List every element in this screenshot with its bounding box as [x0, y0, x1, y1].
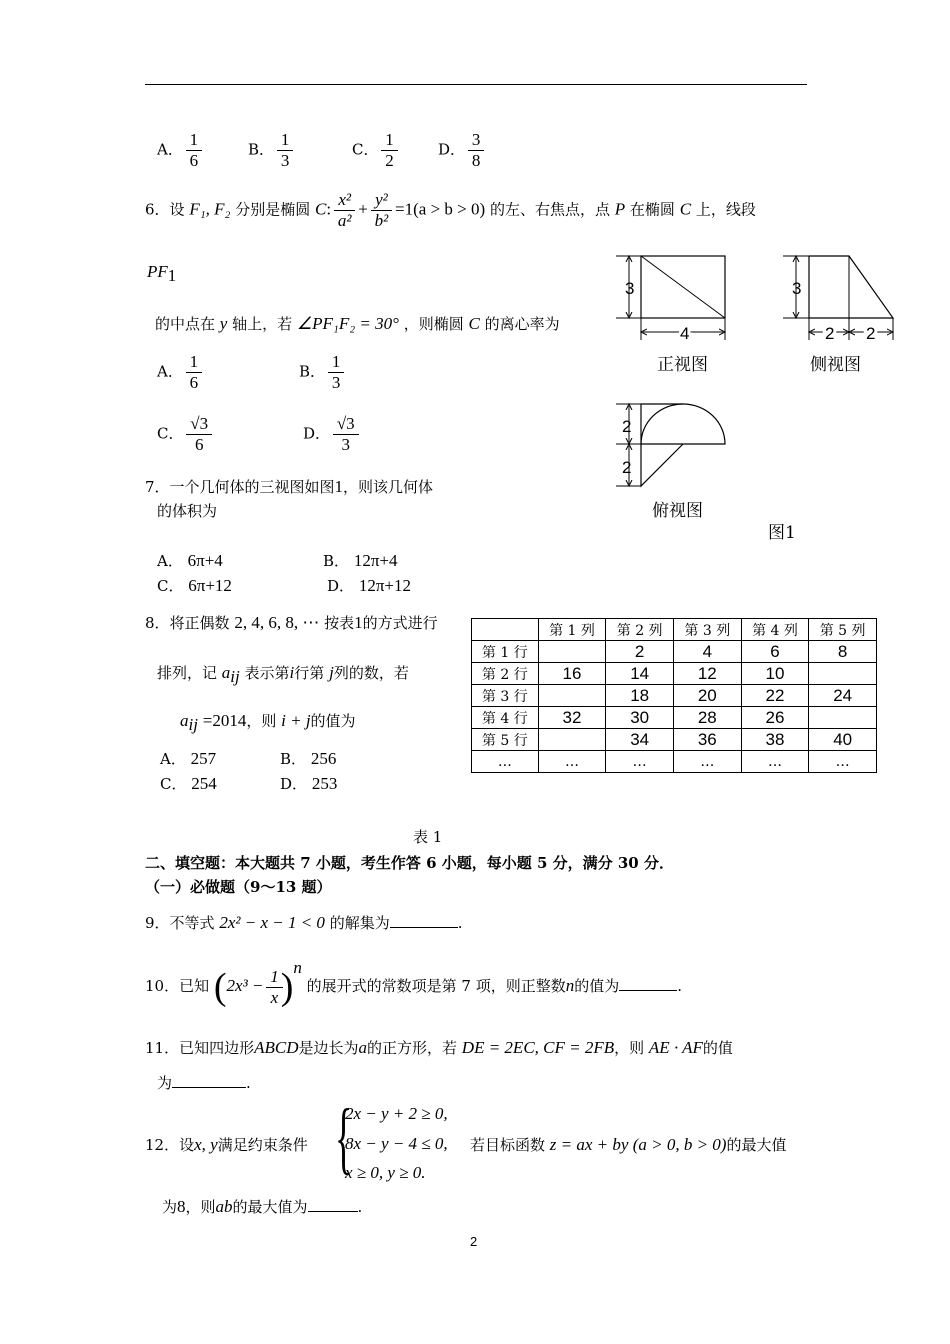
q12-objective: 若目标函数 z = ax + by (a > 0, b > 0)的最大值: [470, 1135, 787, 1154]
q8-option-b: B． 256: [280, 749, 337, 768]
q5-option-c: C． $\frac{1}{2}$: [352, 130, 396, 171]
q7-option-d: D． 12π+12: [327, 576, 411, 595]
q7-option-b: B． 12π+4: [323, 551, 398, 570]
side-view-drawing: [783, 256, 893, 340]
q8-option-c: C． 254: [160, 774, 217, 793]
table-row: 第 1 行 2 4 6 8: [472, 641, 877, 663]
q9: 9．不等式 2x² − x − 1 < 0 的解集为 .: [145, 913, 463, 932]
q8-option-a: A． 257: [160, 749, 217, 768]
q12-constraint-3: x ≥ 0, y ≥ 0.: [345, 1163, 426, 1182]
q8-stem-line2: 排列，记 $a_{ij}$ 表示第i行第 j列的数，若: [157, 663, 409, 686]
q6-stem-line1: 6．设 F₁, F₂ 分别是椭圆 C: $\frac{\text{x²}}{\text{a²}}$ + $\frac{\text{y²}}{\text{b²}}$ =1(a > b > 0) 的左、右焦点，点 P 在椭圆 C 上，线段: [145, 190, 756, 230]
q12-constraint-1: 2x − y + 2 ≥ 0,: [345, 1104, 448, 1123]
q9-answer-blank[interactable]: [390, 913, 458, 928]
q6-option-d: D． $\frac{√3}{3}$: [303, 414, 357, 455]
q5-option-b: B． $\frac{1}{3}$: [248, 130, 291, 171]
q10-answer-blank[interactable]: [619, 976, 677, 991]
table-row: 第 5 行 34 36 38 40: [472, 729, 877, 751]
front-view-drawing: [616, 256, 725, 340]
q7-stem-line1: 7．一个几何体的三视图如图1，则该几何体: [145, 477, 434, 496]
figure-caption: 图1: [768, 523, 796, 543]
top-view-drawing: [616, 404, 725, 486]
q7-option-a: A． 6π+4: [157, 551, 223, 570]
q12-line-last: 为8，则ab的最大值为 .: [162, 1197, 363, 1216]
q8-option-d: D． 253: [280, 774, 338, 793]
page-number: 2: [470, 1234, 478, 1249]
front-height-label: 3: [625, 279, 635, 298]
q6-stem-line2: 的中点在 y 轴上，若 ∠PF₁F₂ = 30° ，则椭圆 C 的离心率为: [155, 314, 560, 333]
table-row: 第 3 行 18 20 22 24: [472, 685, 877, 707]
header-rule: [145, 84, 807, 85]
top-view-label: 俯视图: [652, 501, 703, 521]
q12-brace: {: [335, 1094, 353, 1182]
side-width1-label: 2: [825, 324, 835, 343]
side-height-label: 3: [792, 279, 802, 298]
section-title: 二、填空题：本大题共 7 小题，考生作答 6 小题，每小题 5 分，满分 30 分．: [145, 854, 674, 872]
q5-option-a: A． $\frac{1}{6}$: [157, 130, 200, 171]
q11-line1: 11．已知四边形ABCD是边长为a的正方形，若 DE = 2EC, CF = 2FB，则 AE · AF的值: [145, 1038, 733, 1057]
table-header-row: 第 1 列 第 2 列 第 3 列 第 4 列 第 5 列: [472, 619, 877, 641]
q12-answer-blank[interactable]: [308, 1197, 358, 1212]
q6-option-c: C． $\frac{√3}{6}$: [157, 414, 210, 455]
side-width2-label: 2: [866, 324, 876, 343]
q12-stem: 12．设x, y满足约束条件: [145, 1135, 308, 1154]
q6-option-b: B． $\frac{1}{3}$: [299, 352, 342, 393]
q8-stem-line3: $a_{ij} =2014$，则 i + j的值为: [180, 711, 356, 734]
top-height1-label: 2: [622, 417, 632, 436]
q5-option-d: D． $\frac{3}{8}$: [438, 130, 482, 171]
side-view-label: 侧视图: [810, 355, 861, 375]
top-height2-label: 2: [622, 458, 632, 477]
q7-stem-line2: 的体积为: [157, 502, 218, 520]
q11-answer-blank[interactable]: [172, 1073, 246, 1088]
table-caption: 表 1: [413, 828, 443, 846]
three-view-figure: [600, 250, 910, 550]
table-row: … … … … … …: [472, 751, 877, 773]
q11-line2: 为 .: [157, 1074, 251, 1092]
q7-option-c: C． 6π+12: [157, 576, 232, 595]
table-row: 第 4 行 32 30 28 26: [472, 707, 877, 729]
q10: 10．已知 (2x³ − $\frac{1}{x}$ )$^n$ 的展开式的常数项是第 7 项，则正整数n的值为 .: [145, 958, 683, 1008]
table-1: [471, 618, 877, 773]
front-view-label: 正视图: [657, 355, 708, 375]
table-row: 第 2 行 16 14 12 10: [472, 663, 877, 685]
q12-constraint-2: 8x − y − 4 ≤ 0,: [345, 1134, 448, 1153]
q6-option-a: A． $\frac{1}{6}$: [157, 352, 200, 393]
q8-stem-line1: 8．将正偶数 2, 4, 6, 8, ⋯ 按表1的方式进行: [145, 613, 438, 632]
section-subtitle: （一）必做题（9～13 题）: [145, 878, 332, 896]
q6-pf1: $PF_1$: [147, 262, 177, 285]
front-width-label: 4: [680, 324, 690, 343]
